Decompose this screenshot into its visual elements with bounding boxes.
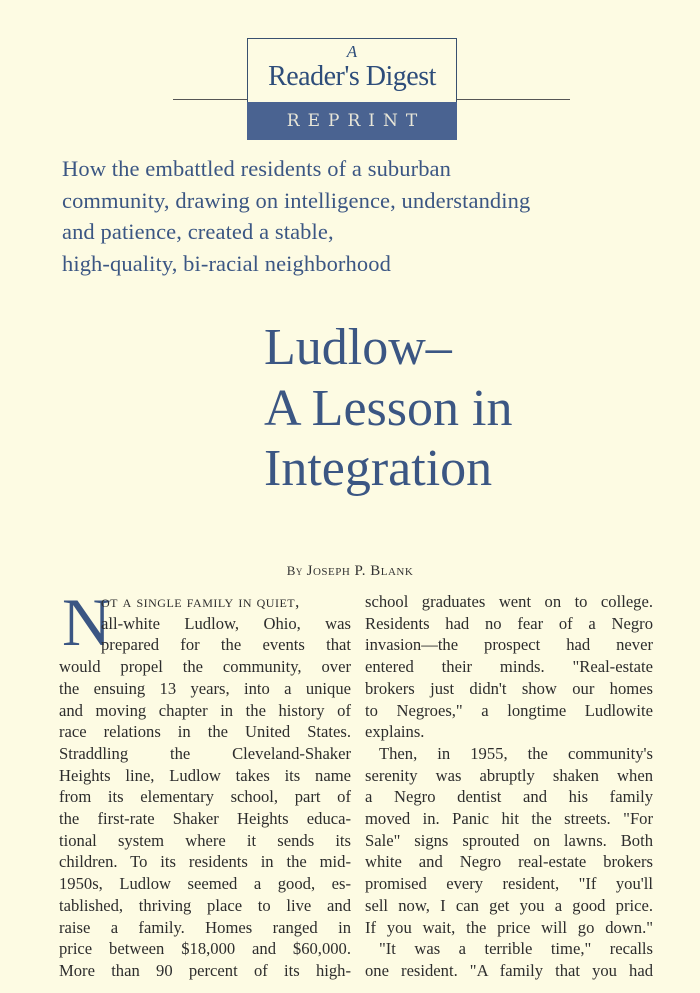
body-line: raise a family. Homes ranged in bbox=[59, 917, 351, 937]
title-line: Integration bbox=[264, 440, 493, 497]
article-deck bbox=[62, 153, 662, 279]
body-line: school graduates went on to college. bbox=[365, 592, 653, 611]
body-line: Sale" signs sprouted on lawns. Both bbox=[365, 830, 653, 850]
body-line: brokers just didn't show our homes bbox=[365, 678, 653, 698]
body-line: More than 90 percent of its high- bbox=[59, 960, 351, 980]
logo-upper-panel bbox=[247, 38, 457, 102]
body-line: entered their minds. "Real-estate bbox=[365, 657, 653, 677]
body-line: invasion—the prospect had never bbox=[365, 635, 653, 655]
body-line: explains. bbox=[365, 722, 425, 742]
body-line: moved in. Panic hit the streets. "For bbox=[365, 809, 653, 829]
byline bbox=[0, 563, 700, 580]
body-line: promised every resident, "If you'll bbox=[365, 874, 653, 894]
masthead bbox=[0, 0, 700, 140]
body-line: and moving chapter in the history of bbox=[59, 700, 351, 720]
deck-line: and patience, created a stable, bbox=[62, 219, 334, 244]
body-line: Heights line, Ludlow takes its name bbox=[59, 765, 351, 785]
deck-line: high-quality, bi-racial neighborhood bbox=[62, 250, 391, 276]
logo-reprint-label: REPRINT bbox=[286, 111, 426, 131]
body-line: children. To its residents in the mid- bbox=[59, 852, 351, 872]
author-name: Joseph P. Blank bbox=[306, 563, 414, 579]
deck-line: community, drawing on intelligence, understanding bbox=[62, 187, 531, 213]
logo-reprint-band bbox=[247, 102, 457, 140]
logo-article: A bbox=[346, 42, 358, 61]
body-line: price between $18,000 and $60,000. bbox=[59, 939, 351, 959]
body-column-left bbox=[59, 584, 351, 982]
body-line: would propel the community, over bbox=[59, 657, 351, 677]
body-column-right bbox=[365, 591, 653, 982]
masthead-rule-left bbox=[173, 99, 247, 100]
body-line: one resident. "A family that you had bbox=[365, 960, 653, 980]
logo-name: Reader's Digest bbox=[268, 61, 436, 92]
body-line: If you wait, the price will go down." bbox=[365, 917, 653, 937]
body-line: prepared for the events that bbox=[101, 635, 351, 655]
byline-prefix: By bbox=[286, 563, 303, 578]
masthead-rule-right bbox=[457, 99, 570, 100]
readers-digest-logo bbox=[247, 38, 457, 140]
title-line: Ludlow– bbox=[264, 319, 452, 376]
body-line: ot a single family in quiet, bbox=[101, 592, 300, 611]
title-line: A Lesson in bbox=[264, 379, 513, 437]
body-line: tablished, thriving place to live and bbox=[59, 895, 351, 915]
body-line: Then, in 1955, the community's bbox=[379, 743, 653, 763]
body-line: race relations in the United States. bbox=[59, 722, 351, 742]
body-line: to Negroes," a longtime Ludlowite bbox=[365, 700, 653, 720]
body-line: white and Negro real-estate brokers bbox=[365, 852, 653, 872]
body-line: tional system where it sends its bbox=[59, 830, 351, 850]
body-line: serenity was abruptly shaken when bbox=[365, 765, 653, 785]
body-line: 1950s, Ludlow seemed a good, es- bbox=[59, 874, 351, 894]
body-line: sell now, I can get you a good price. bbox=[365, 895, 653, 915]
deck-line: How the embattled residents of a suburban bbox=[62, 156, 451, 181]
body-line: Straddling the Cleveland-Shaker bbox=[59, 743, 351, 763]
body-line: a Negro dentist and his family bbox=[365, 787, 653, 807]
body-line: the ensuing 13 years, into a unique bbox=[59, 678, 351, 698]
article-title bbox=[264, 318, 684, 500]
body-line: from its elementary school, part of bbox=[59, 787, 351, 807]
body-line: all-white Ludlow, Ohio, was bbox=[101, 613, 351, 633]
body-line: the first-rate Shaker Heights educa- bbox=[59, 809, 351, 829]
body-line: "It was a terrible time," recalls bbox=[379, 939, 653, 959]
drop-cap: N bbox=[62, 584, 112, 660]
body-line: Residents had no fear of a Negro bbox=[365, 613, 653, 633]
